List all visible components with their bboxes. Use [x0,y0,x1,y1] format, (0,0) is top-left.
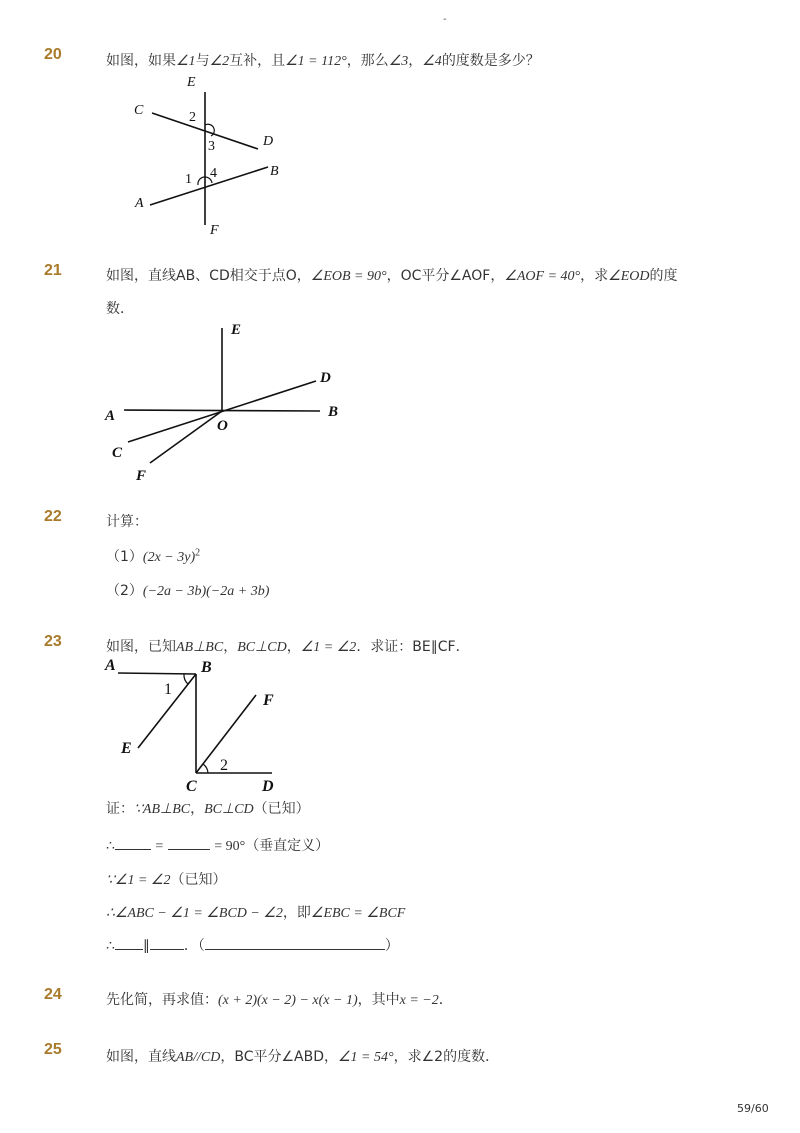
q21-text-line1: 如图，直线AB、CD相交于点O，∠EOB = 90°，OC平分∠AOF，∠AOF = 40°，求∠EOD的度 [106,268,678,284]
page-number: 59/60 [737,1102,769,1115]
label-B: B [328,404,339,420]
angle-4-label: 4 [210,166,217,181]
question-number-24: 24 [44,986,62,1003]
question-number-21: 21 [44,262,62,279]
q23-proof-line5: ∴ ∥ ．（ ） [106,938,399,954]
label-B: B [201,659,212,676]
q25-text: 如图，直线AB//CD，BC平分∠ABD，∠1 = 54°，求∠2的度数． [106,1049,500,1065]
q23-proof-line4: ∴∠ABC − ∠1 = ∠BCD − ∠2，即∠EBC = ∠BCF [106,905,406,921]
question-number-25: 25 [44,1041,62,1058]
label-A: A [135,196,144,211]
answer-blank[interactable] [115,837,151,850]
label-E: E [231,322,242,338]
label-F: F [136,468,147,484]
q23-proof-line3: ∵∠1 = ∠2（已知） [106,872,227,888]
answer-blank[interactable] [115,937,143,950]
label-F: F [210,223,219,238]
label-A: A [105,408,116,424]
question-number-23: 23 [44,633,62,650]
label-C: C [186,778,197,795]
label-F: F [263,692,274,709]
angle-3-label: 3 [208,139,215,154]
label-C: C [112,445,123,461]
question-number-20: 20 [44,46,62,63]
q23-proof-line1: 证：∵AB⊥BC，BC⊥CD（已知） [106,801,310,817]
label-O: O [217,418,228,434]
answer-blank[interactable] [168,837,210,850]
label-D: D [262,778,274,795]
q22-title: 计算： [106,514,148,530]
angle-1-label: 1 [185,172,192,187]
angle-2-label: 2 [189,110,196,125]
label-B: B [270,164,279,179]
label-C: C [134,103,144,118]
q20-text: 如图，如果∠1与∠2互补，且∠1 = 112°，那么∠3，∠4的度数是多少？ [106,53,540,69]
label-D: D [320,370,331,386]
answer-blank[interactable] [150,937,184,950]
angle-1-label: 1 [164,681,172,698]
label-E: E [187,75,196,90]
angle-2-label: 2 [220,757,228,774]
label-E: E [121,740,132,757]
question-number-22: 22 [44,508,62,525]
q23-proof-line2: ∴ = = 90°（垂直定义） [106,838,330,854]
q22-part1: $(1)(2x - 3y)^2$ [106,547,201,565]
label-D: D [263,134,274,149]
q23-text: 如图，已知AB⊥BC，BC⊥CD，∠1 = ∠2．求证：BE∥CF． [106,639,470,655]
top-mark: - [443,14,447,25]
reason-blank[interactable] [205,937,385,950]
q22-part2: （2）(−2a − 3b)(−2a + 3b) [106,583,270,599]
q21-text-line2: 数． [106,301,134,317]
label-A: A [105,657,116,674]
q24-text: 先化简，再求值：(x + 2)(x − 2) − x(x − 1)，其中x = −2． [106,992,453,1008]
